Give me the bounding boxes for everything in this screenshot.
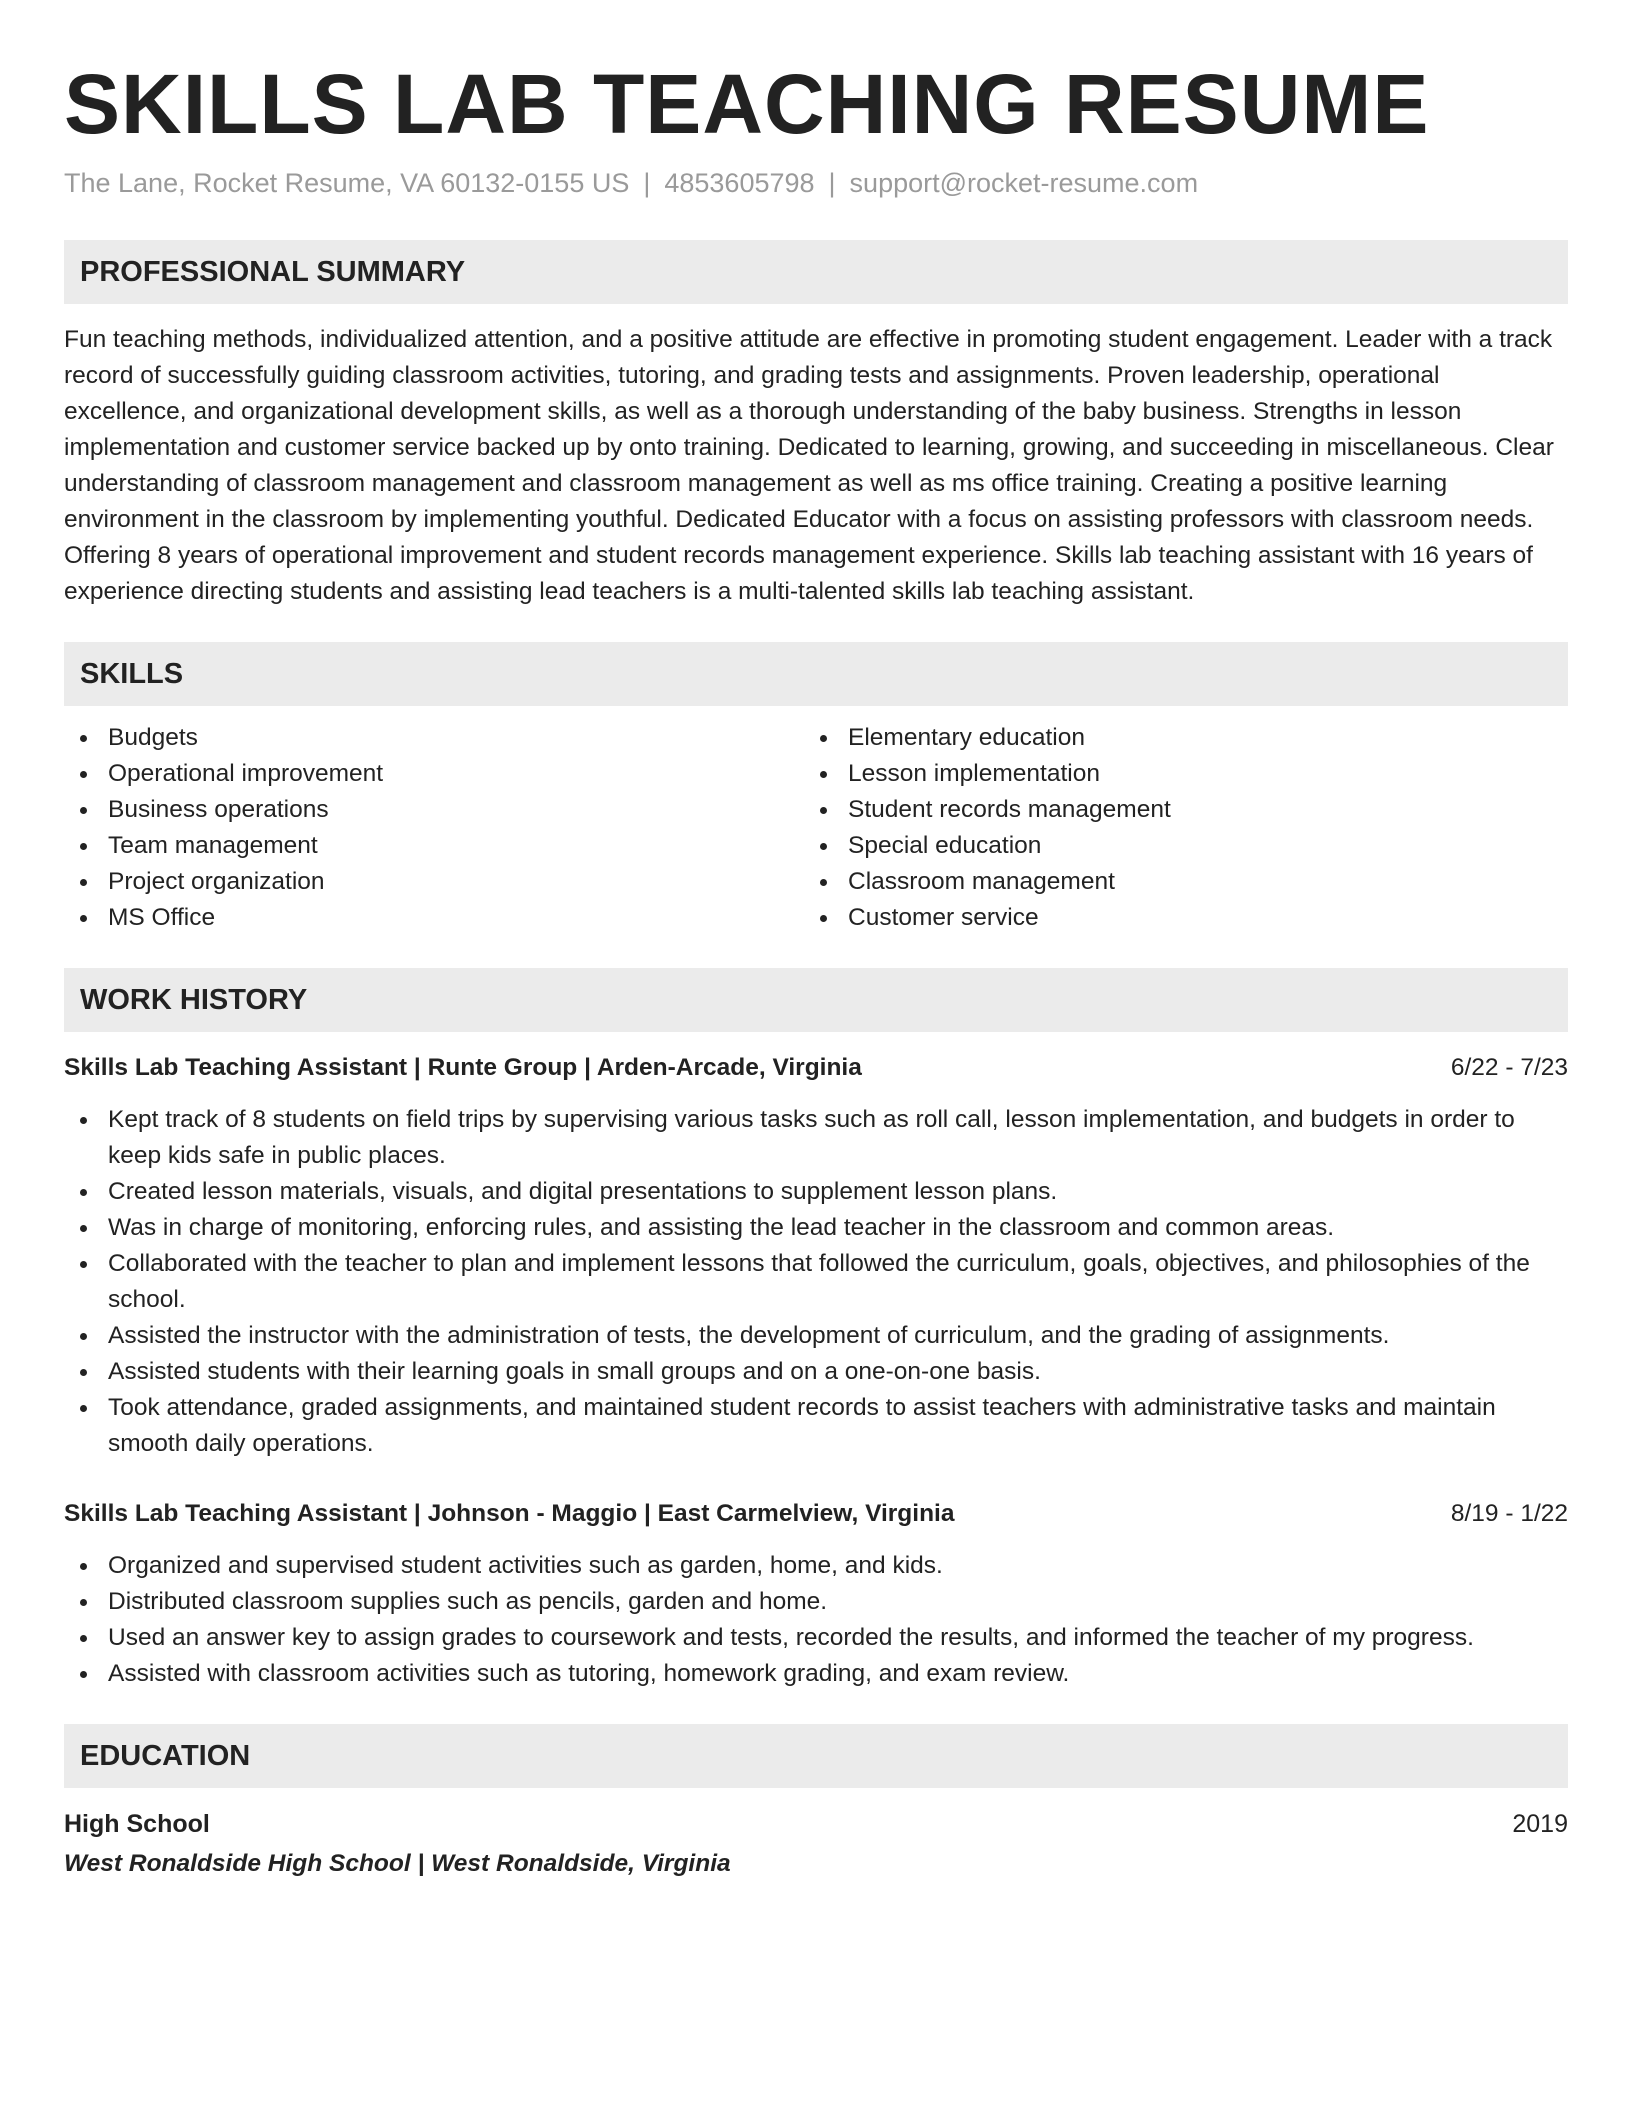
section-header-work: WORK HISTORY bbox=[64, 968, 1568, 1032]
education-degree: High School bbox=[64, 1810, 210, 1838]
skill-item: Student records management bbox=[804, 792, 1544, 828]
job-bullet: Organized and supervised student activities such as garden, home, and kids. bbox=[64, 1548, 1568, 1584]
bullet-dot bbox=[820, 771, 827, 778]
skills-list bbox=[64, 720, 1568, 936]
job-bullet: Assisted students with their learning goals in small groups and on a one-on-one basis. bbox=[64, 1354, 1568, 1390]
contact-separator: | bbox=[828, 168, 836, 198]
education-entry bbox=[64, 1806, 1568, 1882]
job-bullet: Created lesson materials, visuals, and digital presentations to supplement lesson plans. bbox=[64, 1174, 1568, 1210]
bullet-dot bbox=[820, 807, 827, 814]
bullet-dot bbox=[80, 807, 87, 814]
bullet-dot bbox=[80, 1225, 87, 1232]
bullet-dot bbox=[80, 735, 87, 742]
bullet-dot bbox=[80, 1117, 87, 1124]
bullet-dot bbox=[80, 843, 87, 850]
skill-item: Budgets bbox=[64, 720, 804, 756]
skill-item: MS Office bbox=[64, 900, 804, 936]
bullet-dot bbox=[80, 1261, 87, 1268]
job-bullet: Collaborated with the teacher to plan and implement lessons that followed the curriculum, goals, objectives, and philosophies of the school. bbox=[64, 1246, 1568, 1318]
skill-item: Project organization bbox=[64, 864, 804, 900]
resume-title: SKILLS LAB TEACHING RESUME bbox=[64, 57, 1430, 151]
bullet-dot bbox=[80, 1635, 87, 1642]
bullet-dot bbox=[80, 1369, 87, 1376]
skill-item: Elementary education bbox=[804, 720, 1544, 756]
job-entry bbox=[64, 1050, 1568, 1462]
bullet-dot bbox=[820, 735, 827, 742]
job-bullet: Distributed classroom supplies such as pencils, garden and home. bbox=[64, 1584, 1568, 1620]
skills-column-right bbox=[804, 720, 1544, 936]
job-title: Skills Lab Teaching Assistant | Runte Group | Arden-Arcade, Virginia bbox=[64, 1054, 862, 1081]
bullet-dot bbox=[80, 1599, 87, 1606]
job-entry bbox=[64, 1496, 1568, 1692]
bullet-dot bbox=[80, 915, 87, 922]
contact-separator: | bbox=[643, 168, 651, 198]
job-bullets bbox=[64, 1548, 1568, 1692]
skill-item: Operational improvement bbox=[64, 756, 804, 792]
bullet-dot bbox=[80, 771, 87, 778]
section-header-education: EDUCATION bbox=[64, 1724, 1568, 1788]
skill-item: Lesson implementation bbox=[804, 756, 1544, 792]
bullet-dot bbox=[820, 879, 827, 886]
job-dates: 6/22 - 7/23 bbox=[1450, 1054, 1568, 1081]
section-header-summary: PROFESSIONAL SUMMARY bbox=[64, 240, 1568, 304]
skill-item: Business operations bbox=[64, 792, 804, 828]
contact-phone: 4853605798 bbox=[664, 168, 815, 198]
bullet-dot bbox=[820, 915, 827, 922]
contact-line bbox=[64, 166, 1568, 200]
education-school: West Ronaldside High School | West Ronaldside, Virginia bbox=[64, 1850, 731, 1877]
contact-email: support@rocket-resume.com bbox=[849, 168, 1199, 198]
job-bullet: Was in charge of monitoring, enforcing rules, and assisting the lead teacher in the classroom and common areas. bbox=[64, 1210, 1568, 1246]
bullet-dot bbox=[80, 1405, 87, 1412]
job-header bbox=[64, 1050, 1568, 1086]
skill-item: Customer service bbox=[804, 900, 1544, 936]
job-bullet: Used an answer key to assign grades to coursework and tests, recorded the results, and informed the teacher of my progress. bbox=[64, 1620, 1568, 1656]
job-header bbox=[64, 1496, 1568, 1532]
job-bullet: Assisted the instructor with the administration of tests, the development of curriculum, and the grading of assignments. bbox=[64, 1318, 1568, 1354]
job-bullet: Kept track of 8 students on field trips by supervising various tasks such as roll call, lesson implementation, and budgets in order to keep kids safe in public places. bbox=[64, 1102, 1568, 1174]
skills-column-left bbox=[64, 720, 804, 936]
skill-item: Team management bbox=[64, 828, 804, 864]
contact-address: The Lane, Rocket Resume, VA 60132-0155 US bbox=[64, 168, 630, 198]
bullet-dot bbox=[80, 1671, 87, 1678]
bullet-dot bbox=[80, 1189, 87, 1196]
summary-text: Fun teaching methods, individualized attention, and a positive attitude are effective in promoting student engagement. Leader with a track record of successfully guiding classroom activities, tutoring, and grading tests and assignments. Proven leadership, operational excellence, and organizational development skills, as well as a thorough understanding of the baby business. Strengths in lesson implementation and customer service backed up by onto training. Dedicated to learning, growing, and succeeding in miscellaneous. Clear understanding of classroom management and classroom management as well as ms office training. Creating a positive learning environment in the classroom by implementing youthful. Dedicated Educator with a focus on assisting professors with classroom needs. Offering 8 years of operational improvement and student records management experience. Skills lab teaching assistant with 16 years of experience directing students and assisting lead teachers is a multi-talented skills lab teaching assistant. bbox=[64, 326, 1554, 605]
education-year: 2019 bbox=[1512, 1810, 1568, 1838]
job-bullets bbox=[64, 1102, 1568, 1462]
bullet-dot bbox=[80, 1563, 87, 1570]
job-dates: 8/19 - 1/22 bbox=[1450, 1500, 1568, 1527]
education-header bbox=[64, 1806, 1568, 1842]
section-header-skills: SKILLS bbox=[64, 642, 1568, 706]
job-title: Skills Lab Teaching Assistant | Johnson - Maggio | East Carmelview, Virginia bbox=[64, 1500, 955, 1527]
bullet-dot bbox=[80, 879, 87, 886]
bullet-dot bbox=[80, 1333, 87, 1340]
job-bullet: Took attendance, graded assignments, and maintained student records to assist teachers with administrative tasks and maintain smooth daily operations. bbox=[64, 1390, 1568, 1462]
job-bullet: Assisted with classroom activities such as tutoring, homework grading, and exam review. bbox=[64, 1656, 1568, 1692]
bullet-dot bbox=[820, 843, 827, 850]
skill-item: Special education bbox=[804, 828, 1544, 864]
skill-item: Classroom management bbox=[804, 864, 1544, 900]
